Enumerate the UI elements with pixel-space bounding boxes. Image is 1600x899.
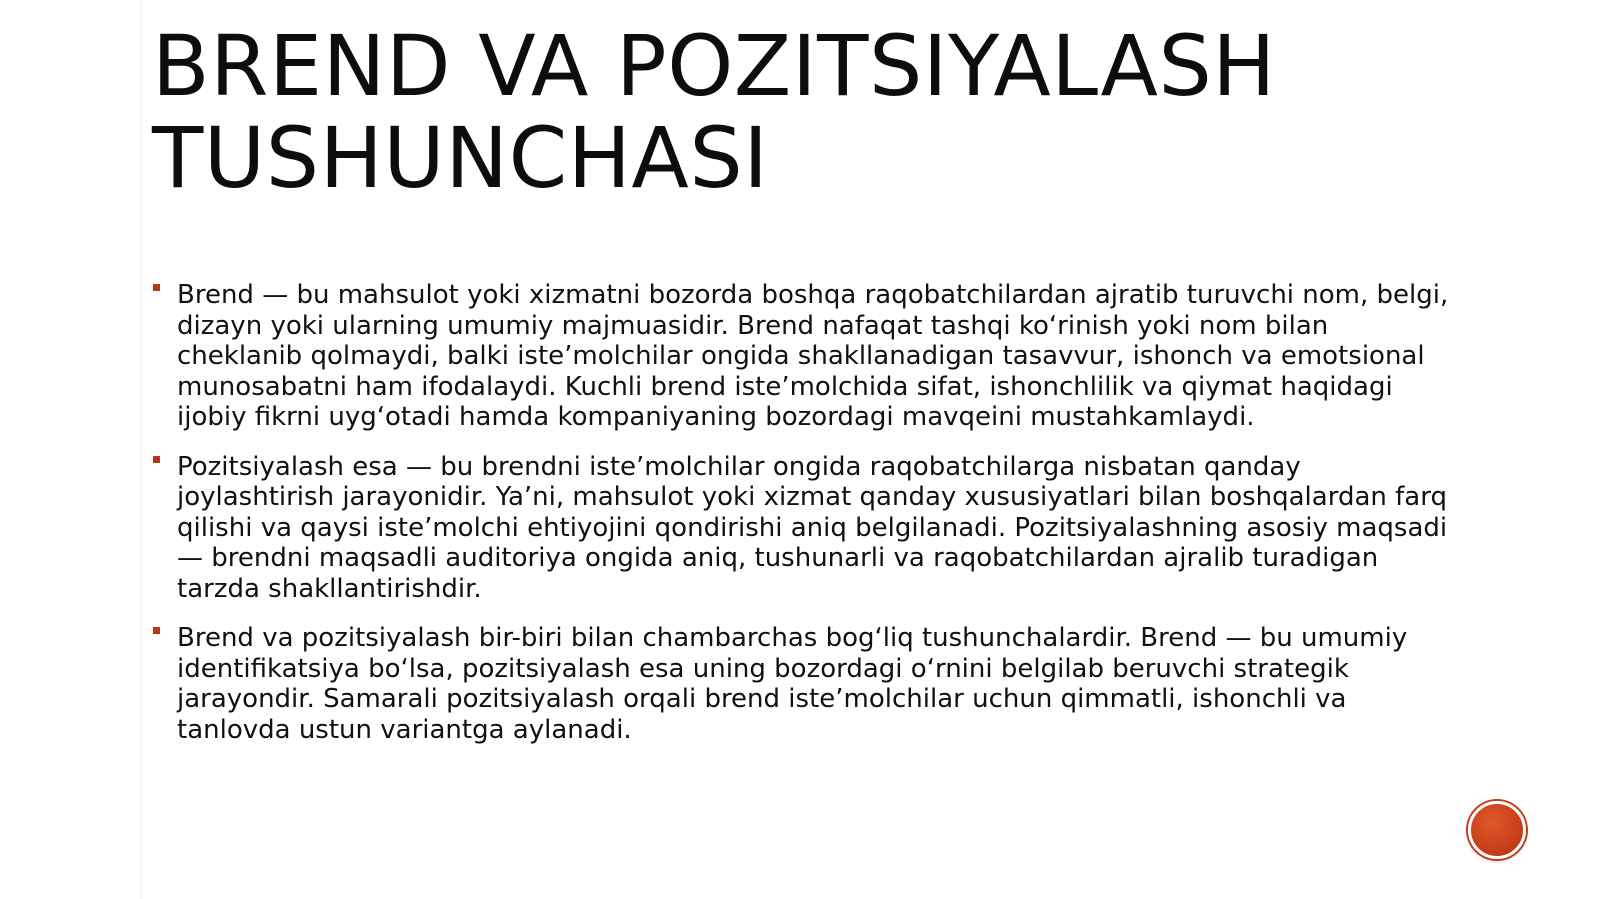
title-line-1: BREND VA POZITSIYALASH <box>152 17 1276 115</box>
bullet-square-icon <box>153 284 160 291</box>
bullet-square-icon <box>153 627 160 634</box>
bullet-item <box>152 623 1452 745</box>
bullet-text: Brend va pozitsiyalash bir-biri bilan chambarchas bog‘liq tushunchalardir. Brend — bu umumiy identifikatsiya bo‘lsa, pozitsiyalash esa uning bozordagi o‘rnini belgilab beruvchi strategik jarayondir. Samarali pozitsiyalash orqali brend iste’molchilar uchun qimmatli, ishonchli va tanlovda ustun variantga aylanadi. <box>177 623 1408 745</box>
bullet-item <box>152 280 1452 433</box>
title-line-2: TUSHUNCHASI <box>152 109 769 207</box>
left-divider <box>141 0 142 899</box>
bullet-square-icon <box>153 456 160 463</box>
bullet-list <box>152 280 1452 764</box>
circle-button-icon[interactable] <box>1468 801 1526 859</box>
bullet-text: Brend — bu mahsulot yoki xizmatni bozorda boshqa raqobatchilardan ajratib turuvchi nom, belgi, dizayn yoki ularning umumiy majmuasidir. Brend nafaqat tashqi ko‘rinish yoki nom bilan cheklanib qolmaydi, balki iste’molchilar ongida shakllanadigan tasavvur, ishonch va emotsional munosabatni ham ifodalaydi. Kuchli brend iste’molchida sifat, ishonchlilik va qiymat haqidagi ijobiy fikrni uyg‘otadi hamda kompaniyaning bozordagi mavqeini mustahkamlaydi. <box>177 280 1449 432</box>
slide-title <box>152 17 1452 207</box>
bullet-text: Pozitsiyalash esa — bu brendni iste’molchilar ongida raqobatchilarga nisbatan qanday joylashtirish jarayonidir. Ya’ni, mahsulot yoki xizmat qanday xususiyatlari bilan boshqalardan farq qilishi va qaysi iste’molchi ehtiyojini qondirishi aniq belgilanadi. Pozitsiyalashning asosiy maqsadi — brendni maqsadli auditoriya ongida aniq, tushunarli va raqobatchilardan ajralib turadigan tarzda shakllantirishdir. <box>177 451 1448 604</box>
bullet-item <box>152 452 1452 605</box>
